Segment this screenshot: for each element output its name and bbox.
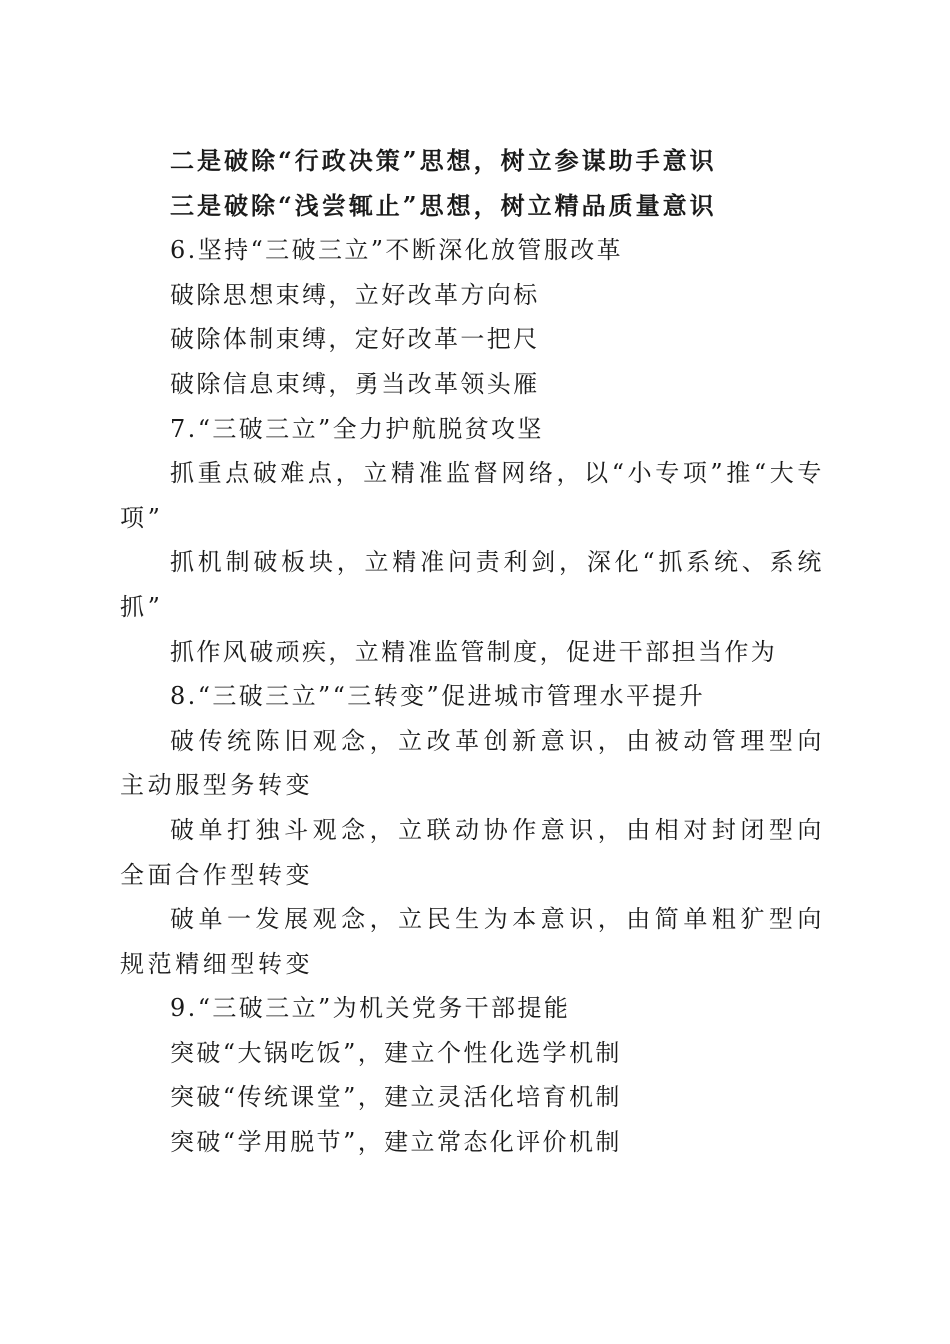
section-6-item: 破除信息束缚，勇当改革领头雁 <box>170 369 540 398</box>
section-9-item: 突破“学用脱节”，建立常态化评价机制 <box>170 1128 622 1157</box>
section-6-heading: 6.坚持“三破三立”不断深化放管服改革 <box>170 236 624 265</box>
section-7-item: 抓重点破难点，立精准监督网络，以“小专项”推“大专项” <box>120 459 825 532</box>
section-9-item: 突破“大锅吃饭”，建立个性化选学机制 <box>170 1038 622 1067</box>
section-7-item: 抓作风破顽疾，立精准监管制度，促进干部担当作为 <box>170 637 778 666</box>
section-6-item: 破除思想束缚，立好改革方向标 <box>170 280 540 309</box>
section-6-item: 破除体制束缚，定好改革一把尺 <box>170 325 540 354</box>
section-8-heading: 8.“三破三立”“三转变”促进城市管理水平提升 <box>170 682 706 711</box>
section-8-item: 破单打独斗观念，立联动协作意识，由相对封闭型向全面合作型转变 <box>120 815 825 889</box>
item-break-admin-decision: 二是破除“行政决策”思想，树立参谋助手意识 <box>170 146 717 175</box>
document-body <box>120 139 825 1165</box>
section-7-item: 抓机制破板块，立精准问责利剑，深化“抓系统、系统抓” <box>120 548 825 621</box>
item-break-superficial: 三是破除“浅尝辄止”思想，树立精品质量意识 <box>170 190 717 220</box>
section-9-item: 突破“传统课堂”，建立灵活化培育机制 <box>170 1083 622 1112</box>
section-9-heading: 9.“三破三立”为机关党务干部提能 <box>170 994 571 1023</box>
section-8-item: 破传统陈旧观念，立改革创新意识，由被动管理型向主动服型务转变 <box>120 726 825 800</box>
section-7-heading: 7.“三破三立”全力护航脱贫攻坚 <box>170 414 544 443</box>
section-8-item: 破单一发展观念，立民生为本意识，由简单粗犷型向规范精细型转变 <box>120 905 825 978</box>
